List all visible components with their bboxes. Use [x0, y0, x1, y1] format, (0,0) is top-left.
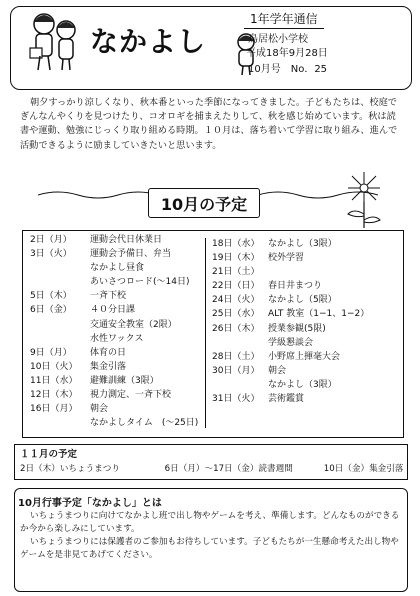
newsletter-title: なかよし [90, 25, 207, 58]
schedule-day: 2日（月） [30, 235, 72, 245]
schedule-day: 16日（月） [30, 404, 78, 415]
schedule-day: 25日（水） [212, 309, 260, 320]
schedule-event: 朝会 [90, 404, 109, 415]
schedule-event: 校外学習 [268, 253, 305, 264]
explanation-paragraph: いちょうまつりに向けてなかよし班で出し物やゲームを考え、準備します。どんなものができるか今から楽しみにしています。 [20, 511, 400, 534]
schedule-day: 12日（木） [30, 390, 78, 401]
school-name: 鳥居松小学校 [248, 34, 308, 45]
schedule-day: 28日（土） [212, 351, 260, 362]
schedule-event: 小野席上揮毫大会 [268, 351, 341, 362]
schedule-day: 19日（木） [212, 253, 260, 264]
schedule-day: 6日（金） [30, 305, 72, 316]
november-item: 6日（月）〜17日（金）読書週間 [164, 464, 293, 474]
schedule-day: 10日（火） [30, 361, 78, 372]
schedule-row [30, 374, 202, 388]
schedule-row [212, 265, 400, 279]
schedule-divider [205, 238, 206, 428]
schedule-event: ALT 教室（1−1、1−2） [268, 309, 370, 320]
schedule-event: 集金引落 [90, 361, 127, 372]
schedule-day: 5日（木） [30, 291, 72, 302]
schedule-day: 9日（月） [30, 347, 72, 358]
schedule-event: 一斉下校 [90, 291, 127, 302]
schedule-row [30, 303, 202, 317]
schedule-event: 春日井まつり [268, 281, 323, 292]
schedule-event: ４０分日課 [90, 305, 136, 316]
schedule-row [30, 388, 202, 402]
schedule-event: 朝会 [268, 365, 287, 376]
intro-paragraph: 朝夕すっかり涼しくなり、秋本番といった季節になってきました。子どもたちは、校庭でぎんなんやくりを見つけたり、コオロギを捕まえたりして、秋を感じ始めています。秋は読書や運動、勉強にじっくり取り組める時期。１０月は、落ち着いて学習に取り組み、進んで活動できるように励ましていきたいと思います。 [20, 97, 398, 151]
schedule-row [212, 364, 400, 378]
schedule-day [30, 275, 90, 289]
november-title: １１月の予定 [20, 449, 78, 460]
title-banner [20, 2, 218, 76]
schedule-right-column [212, 237, 400, 406]
schedule-event: 学級懇談会 [268, 337, 314, 348]
schedule-event: なかよし（5限） [268, 295, 337, 306]
schedule-event: 運動会予備日、弁当 [90, 249, 172, 260]
schedule-event: なかよしタイム (〜25日) [90, 418, 199, 429]
explanation-paragraph: いちょうまつりには保護者のご参加もお待ちしています。子どもたちが一生懸命考えた出し物やゲームを是非見てあげてください。 [20, 537, 399, 560]
schedule-event [268, 265, 400, 279]
schedule-row [212, 237, 400, 251]
schedule-event: 水性ワックス [90, 333, 144, 344]
schedule-event: 授業参観(5限) [268, 323, 326, 334]
schedule-day: 11日（水） [30, 375, 78, 386]
schedule-left-column [30, 233, 202, 430]
schedule-row [30, 360, 202, 374]
schedule-row [30, 261, 202, 275]
newsletter-label: 1年学年通信 [244, 10, 324, 29]
issue-number: 10月号 No．25 [248, 64, 328, 75]
schedule-day [30, 318, 90, 332]
schedule-event: 体育の日 [90, 347, 127, 358]
schedule-day: 30日（月） [212, 365, 260, 376]
schedule-day: 18日（水） [212, 239, 260, 249]
november-item: 10日（金）集金引落 [323, 464, 404, 474]
schedule-row [212, 251, 400, 265]
schedule-day: 31日（火） [212, 394, 260, 405]
schedule-row [30, 275, 202, 289]
schedule-row [30, 416, 202, 430]
schedule-row [212, 350, 400, 364]
schedule-row [212, 336, 400, 350]
schedule-day: 22日（日） [212, 281, 260, 292]
schedule-day: 21日（土） [212, 267, 260, 278]
schedule-row [212, 378, 400, 392]
schedule-row [212, 322, 400, 336]
schedule-row [30, 289, 202, 303]
explanation-title: 10月行事予定「なかよし」とは [18, 498, 162, 509]
schedule-day [212, 336, 268, 350]
schedule-row [30, 332, 202, 346]
schedule-day [30, 416, 90, 430]
schedule-event: 避難訓練（3限） [90, 375, 159, 386]
schedule-row [30, 402, 202, 416]
schedule-row [212, 279, 400, 293]
schedule-event: 視力測定、一斉下校 [90, 390, 172, 401]
month-heading: 10月の予定 [160, 195, 248, 214]
issue-date: 平成18年9月28日 [246, 48, 328, 59]
schedule-row [212, 392, 400, 406]
november-items [20, 462, 404, 474]
schedule-row [212, 293, 400, 307]
chrysanthemum-icon [340, 170, 388, 228]
november-item: 2日（木）いちょうまつり [20, 464, 120, 474]
schedule-event: なかよし昼食 [90, 263, 145, 274]
schedule-row [212, 307, 400, 321]
schedule-event: なかよし（3限） [268, 379, 337, 390]
schedule-event: なかよし（3限） [268, 239, 337, 249]
schedule-event: 運動会代日休業日 [90, 235, 163, 245]
schedule-day [30, 332, 90, 346]
schedule-row [30, 318, 202, 332]
schedule-day [30, 261, 90, 275]
schedule-day [212, 378, 268, 392]
schedule-row [30, 346, 202, 360]
schedule-row [30, 247, 202, 261]
schedule-day: 24日（火） [212, 295, 260, 306]
explanation-body [20, 510, 400, 562]
schedule-row [30, 233, 202, 247]
schedule-day: 26日（木） [212, 323, 260, 334]
schedule-event: あいさつロード(〜14日) [90, 277, 190, 288]
schedule-event: 交通安全教室（2限） [90, 319, 177, 330]
schedule-event: 芸術鑑賞 [268, 394, 305, 405]
children-illustration [28, 8, 80, 72]
schedule-day: 3日（火） [30, 249, 72, 260]
